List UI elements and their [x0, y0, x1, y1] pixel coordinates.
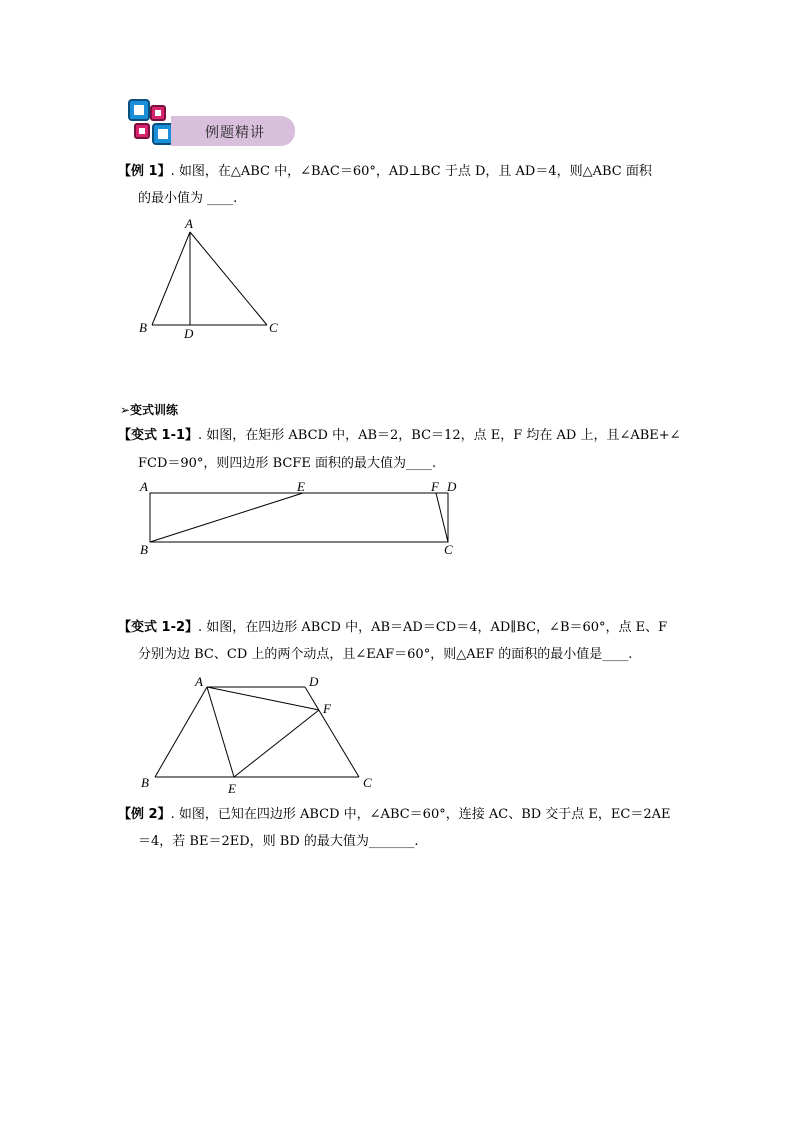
example2-tag: 【例 2】: [118, 807, 171, 822]
label-d: D: [309, 674, 319, 689]
segment-ab: [152, 232, 190, 325]
label-b: B: [140, 542, 148, 557]
variant1-1-line2: FCD＝90°，则四边形 BCFE 面积的最大值为____.: [138, 456, 437, 471]
section-banner: [127, 98, 297, 148]
variant1-1-line1: [118, 426, 681, 446]
figure-variant1-2: [135, 670, 385, 798]
example1-line1: [118, 162, 652, 182]
segment-ef: [234, 710, 319, 777]
label-b: B: [141, 775, 149, 790]
label-a: A: [185, 216, 193, 231]
label-f: F: [323, 701, 331, 716]
label-c: C: [363, 775, 372, 790]
variant-training-header: ➢变式训练: [120, 403, 179, 417]
variant1-2-tag: 【变式 1-2】: [118, 620, 199, 635]
segment-cf: [436, 493, 448, 542]
banner-title: 例题精讲: [205, 125, 265, 141]
label-b: B: [139, 320, 147, 335]
label-d: D: [447, 479, 457, 494]
segment-ae: [207, 687, 234, 777]
example2-line1: [118, 805, 671, 825]
rectangle-abcd: [150, 493, 448, 542]
variant1-2-text-1: . 如图，在四边形 ABCD 中，AB＝AD＝CD＝4，AD∥BC，∠B＝60°，点 E、F: [198, 620, 668, 635]
label-f: F: [431, 479, 439, 494]
example2-line2: ＝4，若 BE＝2ED，则 BD 的最大值为_______.: [138, 834, 419, 849]
figure-variant1-1: [135, 478, 465, 560]
example1-text-1: . 如图，在△ABC 中，∠BAC＝60°，AD⊥BC 于点 D，且 AD＝4，则△ABC 面积: [170, 164, 652, 179]
figure-example1: [135, 214, 285, 344]
label-a: A: [195, 674, 203, 689]
label-d: D: [184, 326, 194, 341]
trapezoid-abcd-diagram: [135, 670, 385, 798]
example1-tag: 【例 1】: [118, 164, 171, 179]
segment-ab: [155, 687, 207, 777]
variant1-1-tag: 【变式 1-1】: [118, 428, 199, 443]
variant1-1-text-1: . 如图，在矩形 ABCD 中，AB＝2，BC＝12，点 E，F 均在 AD 上，且∠ABE+∠: [198, 428, 681, 443]
label-e: E: [297, 479, 305, 494]
label-c: C: [444, 542, 453, 557]
example2-text-1: . 如图，已知在四边形 ABCD 中，∠ABC＝60°，连接 AC、BD 交于点 E，EC＝2AE: [170, 807, 671, 822]
label-a: A: [140, 479, 148, 494]
label-c: C: [269, 320, 278, 335]
variant1-2-line2: 分别为边 BC、CD 上的两个动点，且∠EAF＝60°，则△AEF 的面积的最小值是____.: [138, 647, 633, 662]
triangle-abc-diagram: [135, 214, 285, 344]
segment-be: [150, 493, 303, 542]
label-e: E: [228, 781, 236, 796]
example1-line2: 的最小值为 ____.: [138, 191, 238, 206]
segment-af: [207, 687, 319, 710]
segment-dc: [305, 687, 359, 777]
variant1-2-line1: [118, 618, 667, 638]
segment-ac: [190, 232, 267, 325]
